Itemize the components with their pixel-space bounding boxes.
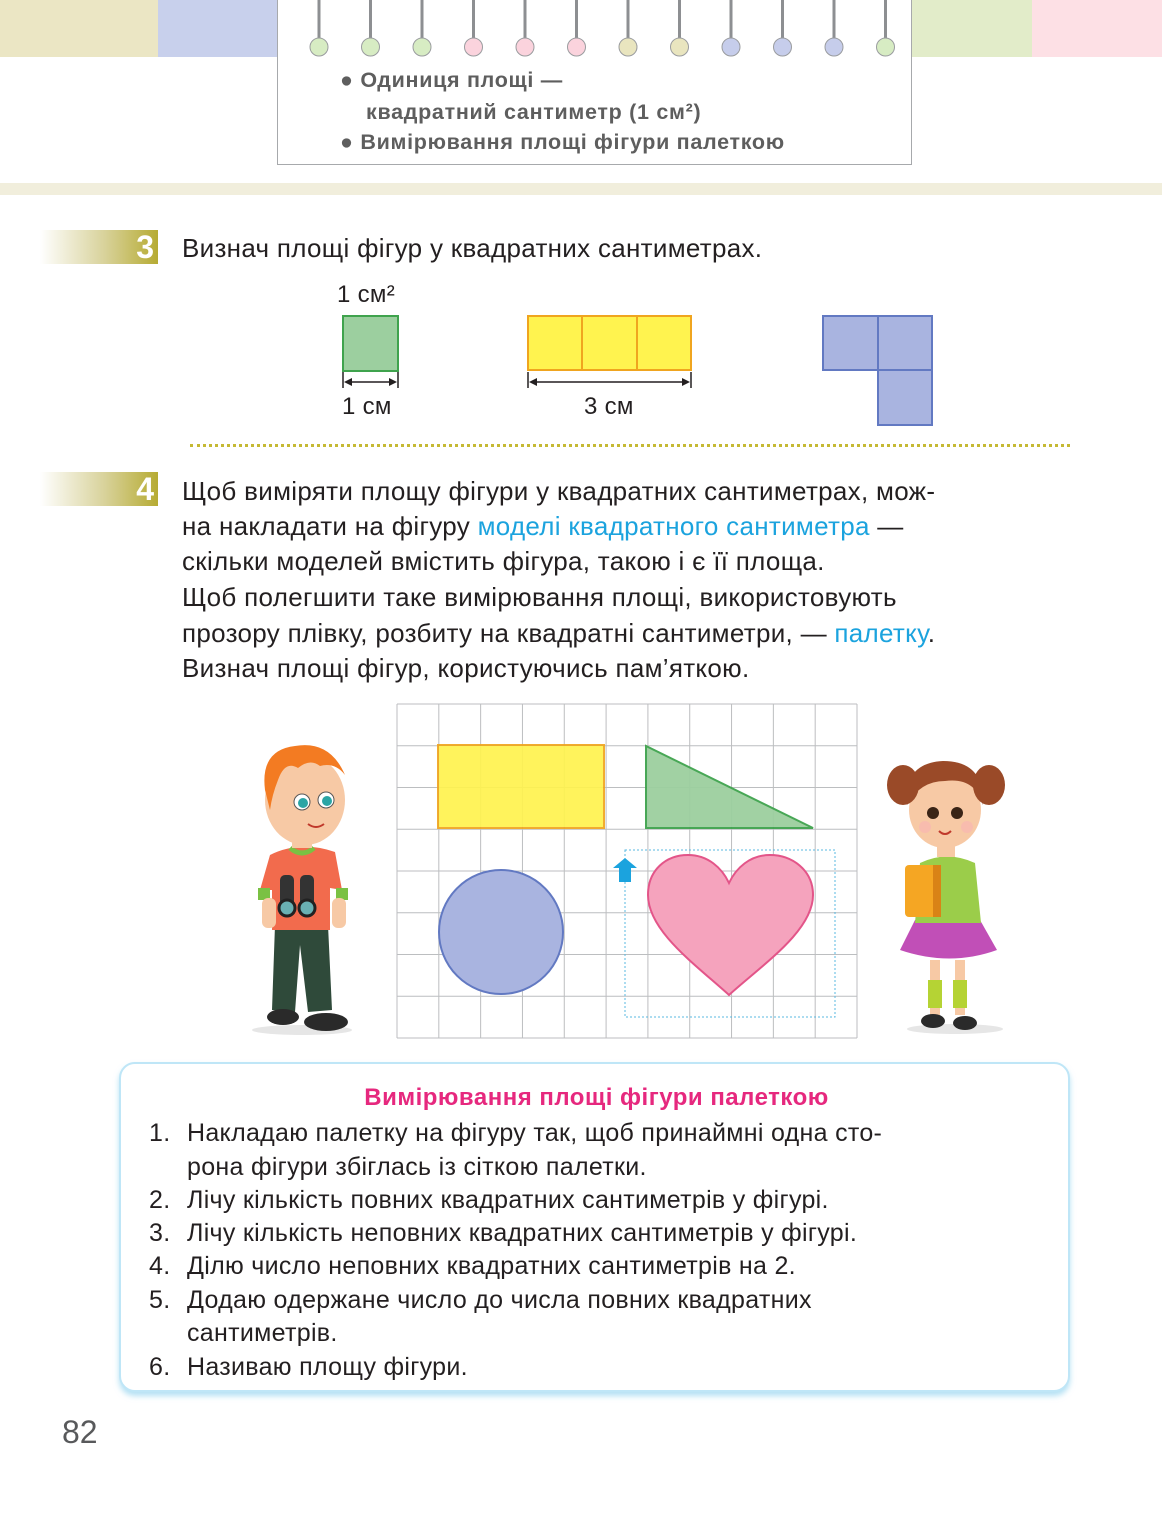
memo-step-text: Накладаю палетку на фігуру так, щоб принаймні одна сто- bbox=[187, 1119, 883, 1147]
page-number: 82 bbox=[62, 1414, 98, 1450]
exercise-3-figures bbox=[330, 300, 950, 440]
memo-step-number: 2. bbox=[149, 1186, 171, 1214]
memo-step bbox=[149, 1150, 647, 1184]
memo-step bbox=[149, 1316, 338, 1350]
exercise-4-line-6: Визнач площі фігур, користуючись пам’яткою. bbox=[182, 653, 750, 683]
blue-l-shape bbox=[823, 316, 932, 425]
memo-title: Вимірювання площі фігури палеткою bbox=[364, 1084, 829, 1111]
memo-step bbox=[149, 1216, 857, 1250]
unit-square bbox=[343, 316, 398, 371]
exercise-number: 3 bbox=[136, 229, 154, 265]
exercise-4-line-5 bbox=[182, 615, 935, 651]
grid-heart bbox=[648, 855, 813, 995]
exercise-4-line-2 bbox=[182, 508, 904, 544]
memo-step-text: сантиметрів. bbox=[187, 1319, 338, 1347]
exercise-4-line-4: Щоб полегшити таке вимірювання площі, використовують bbox=[182, 582, 897, 612]
memo-step bbox=[149, 1249, 796, 1283]
exercise-number-badge bbox=[40, 230, 158, 264]
term-paletka: палетку bbox=[834, 618, 928, 648]
memo-step-text: Ділю число неповних квадратних сантиметрів на 2. bbox=[187, 1252, 796, 1280]
header-band-4 bbox=[1032, 0, 1162, 57]
girl-illustration bbox=[885, 745, 1035, 1035]
memo-step-number: 4. bbox=[149, 1252, 171, 1280]
section-divider bbox=[190, 444, 1070, 447]
rect-length-label: 3 см bbox=[584, 393, 634, 420]
memo-step-number: 1. bbox=[149, 1119, 171, 1147]
memo-step bbox=[149, 1350, 468, 1384]
memo-step-text: Лічу кількість повних квадратних сантиметрів у фігурі. bbox=[187, 1186, 829, 1214]
yellow-rectangle bbox=[528, 316, 691, 370]
memo-step-number: 6. bbox=[149, 1353, 171, 1381]
exercise-number-badge bbox=[40, 472, 158, 506]
unit-side-label: 1 см bbox=[342, 393, 392, 420]
exercise-4-line-1: Щоб виміряти площу фігури у квадратних сантиметрах, мож- bbox=[182, 476, 936, 506]
memo-step-number: 5. bbox=[149, 1286, 171, 1314]
boy-illustration bbox=[250, 740, 365, 1035]
unit-square-label: 1 см² bbox=[337, 281, 396, 308]
header-band-1 bbox=[0, 0, 158, 57]
memo-step-text: рона фігури збіглась із сіткою палетки. bbox=[187, 1153, 647, 1181]
memo-step bbox=[149, 1116, 882, 1150]
memo-step-text: Лічу кількість неповних квадратних сантиметрів у фігурі. bbox=[187, 1219, 858, 1247]
term-square-cm-model: моделі квадратного сантиметра bbox=[477, 511, 870, 541]
memo-step bbox=[149, 1183, 829, 1217]
header-band-3 bbox=[912, 0, 1032, 57]
arrow-up-icon bbox=[613, 858, 637, 882]
memo-box bbox=[119, 1062, 1070, 1392]
memo-step-text: Додаю одержане число до числа повних квадратних bbox=[187, 1286, 812, 1314]
spiral-rings-icon bbox=[277, 0, 912, 62]
exercise-3-text: Визнач площі фігур у квадратних сантиметрах. bbox=[182, 233, 763, 263]
rect-length-arrow bbox=[528, 372, 691, 388]
topic-line-1: ● Одиниця площі — bbox=[340, 68, 563, 92]
memo-step-number: 3. bbox=[149, 1219, 171, 1247]
topic-line-2: квадратний сантиметр (1 см²) bbox=[366, 100, 702, 124]
header-band-2 bbox=[158, 0, 277, 57]
exercise-4-line-3: скільки моделей вмістить фігура, такою і є її площа. bbox=[182, 546, 825, 576]
memo-step bbox=[149, 1283, 812, 1317]
line-text: . bbox=[927, 618, 936, 648]
grid-circle bbox=[439, 870, 563, 994]
line-text: на накладати на фігуру bbox=[182, 511, 478, 541]
grid-rectangle bbox=[438, 745, 604, 828]
exercise-number: 4 bbox=[136, 471, 154, 507]
memo-step-text: Називаю площу фігури. bbox=[187, 1353, 468, 1381]
topic-line-3: ● Вимірювання площі фігури палеткою bbox=[340, 130, 785, 154]
side-arrow bbox=[343, 372, 398, 388]
header-divider bbox=[0, 183, 1162, 195]
line-text: — bbox=[869, 511, 904, 541]
line-text: прозору плівку, розбиту на квадратні сантиметри, — bbox=[182, 618, 835, 648]
paletka-grid bbox=[396, 703, 858, 1039]
